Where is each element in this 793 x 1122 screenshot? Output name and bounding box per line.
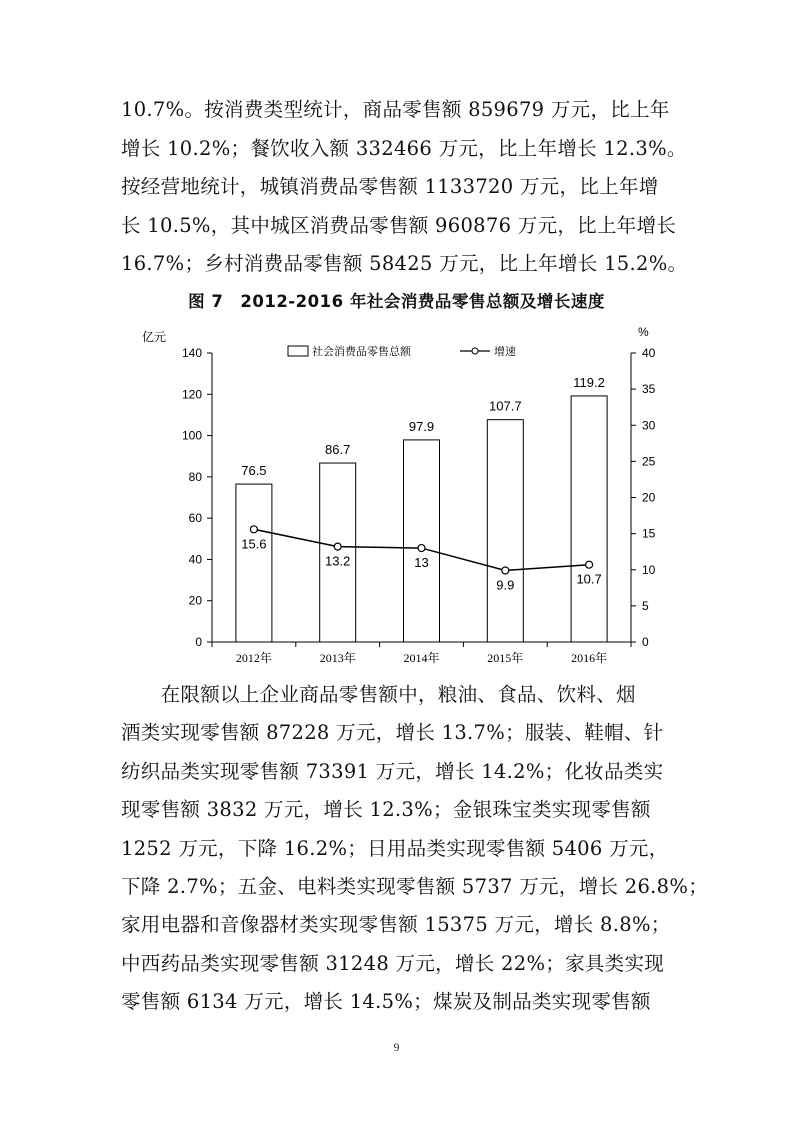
- growth-rate-label: 10.7: [576, 571, 602, 587]
- right-axis-tick-label: 40: [642, 346, 656, 360]
- growth-rate-label: 15.6: [241, 536, 267, 552]
- body-line: 现零售额 3832 万元，增长 12.3%；金银珠宝类实现零售额: [121, 798, 651, 822]
- growth-rate-point: [586, 561, 593, 568]
- intro-line: 长 10.5%，其中城区消费品零售额 960876 万元，比上年增长: [121, 213, 677, 237]
- x-axis-category-label: 2016年: [571, 651, 608, 665]
- right-axis-tick-label: 0: [642, 635, 649, 649]
- body-line: 纺织品类实现零售额 73391 万元，增长 14.2%；化妆品类实: [121, 759, 664, 783]
- bar-value-label: 76.5: [241, 463, 267, 479]
- growth-rate-point: [334, 543, 341, 550]
- right-axis-tick-label: 15: [642, 526, 656, 541]
- intro-line: 16.7%；乡村消费品零售额 58425 万元，比上年增长 15.2%。: [121, 252, 688, 275]
- left-axis-tick-label: 20: [188, 593, 202, 608]
- legend-bar-swatch: [288, 346, 308, 356]
- right-axis-unit: %: [638, 325, 649, 339]
- bar-value-label: 97.9: [408, 418, 435, 434]
- body-line: 在限额以上企业商品零售额中，粮油、食品、饮料、烟: [121, 683, 636, 706]
- bar: [320, 463, 356, 642]
- body-line: 零售额 6134 万元，增长 14.5%；煤炭及制品类实现零售额: [121, 990, 651, 1014]
- x-axis-category-label: 2014年: [403, 651, 440, 665]
- x-axis-category-label: 2012年: [235, 651, 272, 665]
- intro-line: 按经营地统计，城镇消费品零售额 1133720 万元，比上年增: [121, 175, 659, 198]
- intro-line: 10.7%。按消费类型统计，商品零售额 859679 万元，比上年: [121, 98, 670, 121]
- body-line: 下降 2.7%；五金、电料类实现零售额 5737 万元，增长 26.8%；: [121, 875, 709, 898]
- legend-line-marker: [472, 348, 478, 354]
- retail-sales-chart: [120, 318, 680, 678]
- left-axis-tick-label: 40: [188, 552, 202, 567]
- x-axis-category-label: 2015年: [487, 651, 524, 665]
- right-axis-tick-label: 30: [642, 418, 656, 433]
- growth-rate-label: 9.9: [496, 577, 515, 593]
- left-axis-tick-label: 0: [195, 635, 202, 649]
- growth-rate-label: 13: [414, 555, 429, 571]
- bar: [487, 420, 523, 642]
- growth-rate-point: [250, 526, 257, 533]
- left-axis-unit: 亿元: [142, 330, 167, 344]
- legend-line-label: 增速: [494, 346, 516, 358]
- page-number: 9: [393, 1040, 400, 1054]
- bar-value-label: 119.2: [573, 374, 605, 390]
- left-axis-tick-label: 60: [188, 511, 202, 526]
- intro-line: 增长 10.2%；餐饮收入额 332466 万元，比上年增长 12.3%。: [121, 136, 687, 160]
- right-axis-tick-label: 10: [642, 562, 656, 577]
- growth-rate-label: 13.2: [325, 553, 351, 569]
- body-line: 家用电器和音像器材类实现零售额 15375 万元，增长 8.8%；: [121, 913, 671, 937]
- body-line: 中西药品类实现零售额 31248 万元，增长 22%；家具类实现: [121, 951, 665, 975]
- growth-rate-point: [502, 567, 509, 574]
- body-line: 1252 万元，下降 16.2%；日用品类实现零售额 5406 万元，: [121, 836, 669, 860]
- left-axis-tick-label: 80: [188, 469, 202, 484]
- left-axis-tick-label: 140: [181, 346, 202, 360]
- bar-value-label: 86.7: [325, 442, 351, 458]
- bar: [404, 440, 440, 642]
- right-axis-tick-label: 35: [642, 382, 656, 397]
- legend-bar-label: 社会消费品零售总额: [312, 346, 411, 358]
- bar-value-label: 107.7: [489, 398, 522, 414]
- right-axis-tick-label: 20: [642, 490, 656, 505]
- figure-title: 图 7 2012-2016 年社会消费品零售总额及增长速度: [188, 292, 605, 311]
- right-axis-tick-label: 5: [642, 598, 649, 613]
- left-axis-tick-label: 100: [181, 428, 202, 443]
- bar: [236, 484, 272, 642]
- x-axis-category-label: 2013年: [319, 651, 356, 665]
- body-line: 酒类实现零售额 87228 万元，增长 13.7%；服装、鞋帽、针: [121, 721, 664, 745]
- right-axis-tick-label: 25: [642, 454, 656, 469]
- left-axis-tick-label: 120: [181, 387, 202, 402]
- growth-rate-point: [418, 545, 425, 552]
- bar: [571, 396, 607, 642]
